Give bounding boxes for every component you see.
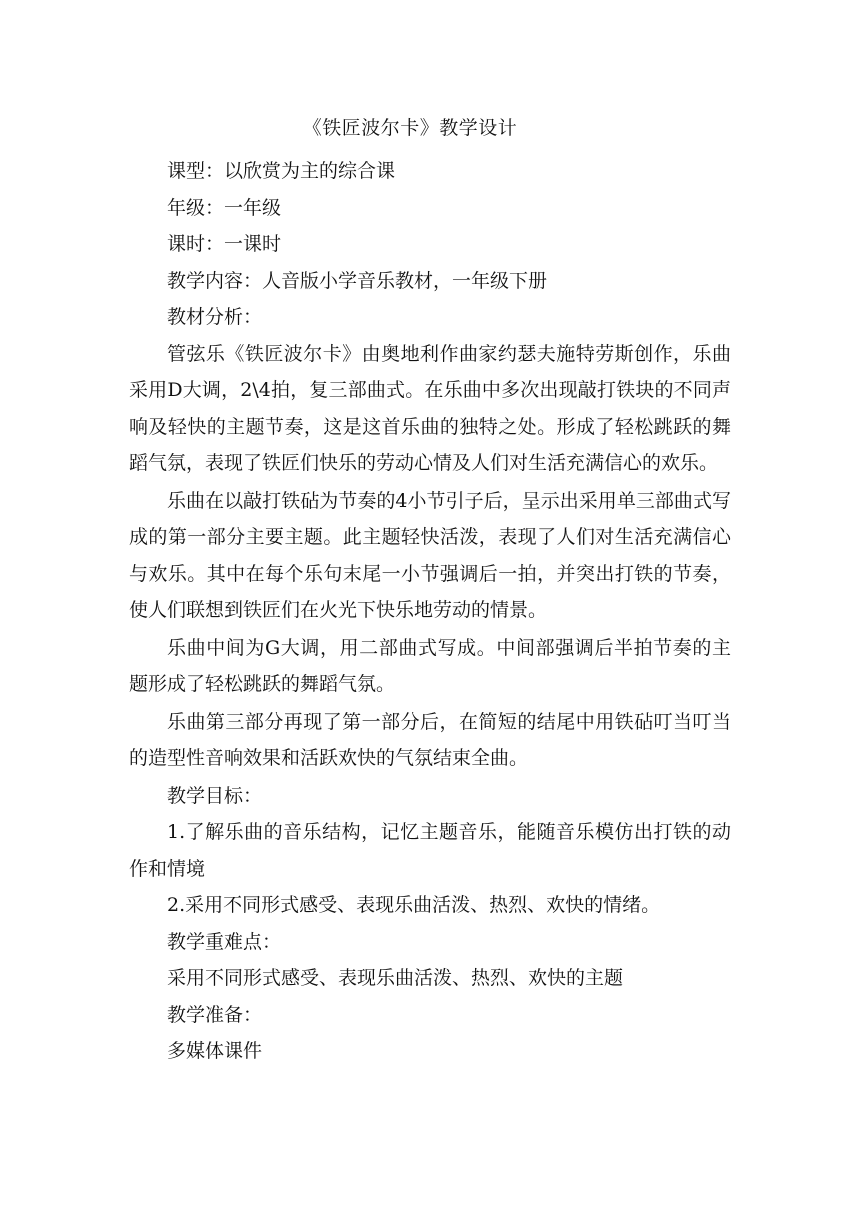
hours-line: 课时：一课时 <box>167 233 282 255</box>
prep-heading: 教学准备： <box>167 1003 263 1026</box>
key-points-heading: 教学重难点： <box>167 930 282 953</box>
analysis-paragraph-4: 乐曲第三部分再现了第一部分后，在简短的结尾中用铁砧叮当叮当的造型性音响效果和活跃欢快的气氛结束全曲。 <box>129 710 731 769</box>
document-title: 《铁匠波尔卡》教学设计 <box>302 117 518 139</box>
goals-heading: 教学目标： <box>167 784 263 807</box>
analysis-heading: 教材分析： <box>167 306 263 328</box>
goal-item-1: 1.了解乐曲的音乐结构，记忆主题音乐，能随音乐模仿出打铁的动作和情境 <box>129 821 731 880</box>
course-type-line: 课型：以欣赏为主的综合课 <box>167 160 396 182</box>
goal-item-2: 2.采用不同形式感受、表现乐曲活泼、热烈、欢快的情绪。 <box>167 894 661 916</box>
document-body <box>129 153 731 1070</box>
analysis-paragraph-2: 乐曲在以敲打铁砧为节奏的4小节引子后，呈示出采用单三部曲式写成的第一部分主要主题。此主题轻快活泼，表现了人们对生活充满信心与欢乐。其中在每个乐句末尾一小节强调后一拍，并突出打铁的节奏，使人们联想到铁匠们在火光下快乐地劳动的情景。 <box>129 489 731 621</box>
key-points-text: 采用不同形式感受、表现乐曲活泼、热烈、欢快的主题 <box>167 967 624 989</box>
analysis-paragraph-1: 管弦乐《铁匠波尔卡》由奥地利作曲家约瑟夫施特劳斯创作，乐曲采用D大调，2\4拍，复三部曲式。在乐曲中多次出现敲打铁块的不同声响及轻快的主题节奏，这是这首乐曲的独特之处。形成了轻松跳跃的舞蹈气氛，表现了铁匠们快乐的劳动心情及人们对生活充满信心的欢乐。 <box>129 342 731 474</box>
content-line: 教学内容：人音版小学音乐教材，一年级下册 <box>167 269 548 292</box>
prep-text: 多媒体课件 <box>167 1040 263 1062</box>
grade-line: 年级：一年级 <box>167 196 282 219</box>
analysis-paragraph-3: 乐曲中间为G大调，用二部曲式写成。中间部强调后半拍节奏的主题形成了轻松跳跃的舞蹈气氛。 <box>129 636 731 695</box>
